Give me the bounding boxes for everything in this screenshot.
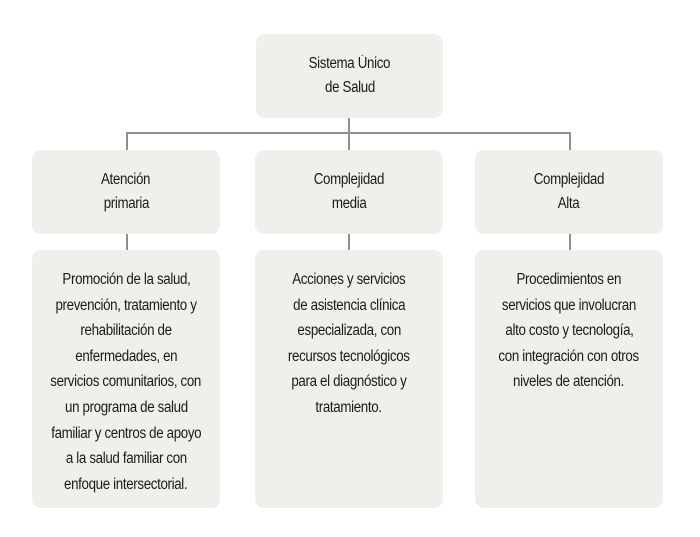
description-line: rehabilitación de [80,322,172,340]
connector-branch-2-down [348,132,350,150]
description-line: niveles de atención. [513,373,625,391]
branch-title-line: primaria [103,195,149,212]
description-line: recursos tecnológicos [288,347,410,365]
description-line: alto costo y tecnología, [504,322,634,340]
connector-branch-1-down [126,132,128,150]
description-line: familiar y centros de apoyo [50,424,202,442]
connector-branch-3-down [569,132,571,150]
branch-node-complejidad-media [255,150,443,234]
description-line: servicios comunitarios, con [50,373,202,391]
description-line: para el diagnóstico y [291,373,407,391]
connector-branch-3-desc [569,234,571,250]
description-line: de asistencia clínica [292,296,406,314]
branch-title-line: Alta [558,195,580,212]
description-line: Acciones y servicios [292,271,406,288]
description-line: un programa de salud [64,398,188,416]
description-line: enfermedades, en [75,347,177,365]
branch-title-line: media [331,195,367,212]
root-node-line: Sistema Único [308,55,391,72]
branch-title-line: Complejidad [313,171,385,188]
description-line: prevención, tratamiento y [55,296,197,314]
description-atencion-primaria [32,250,220,508]
description-line: Procedimientos en [516,271,622,288]
description-line: especializada, con [297,322,401,340]
description-complejidad-alta [475,250,663,508]
root-node-sistema-unico-de-salud [256,34,443,118]
connector-branch-2-desc [348,234,350,250]
description-line: enfoque intersectorial. [64,475,188,493]
description-line: a la salud familiar con [65,450,187,468]
branch-title-line: Complejidad [533,171,605,188]
branch-node-atencion-primaria [32,150,220,234]
description-line: Promoción de la salud, [61,271,191,288]
description-line: servicios que involucran [501,296,636,314]
branch-title-line: Atención [101,171,151,188]
description-line: tratamiento. [315,398,383,416]
description-complejidad-media [255,250,443,508]
connector-branch-1-desc [126,234,128,250]
branch-node-complejidad-alta [475,150,663,234]
root-node-line: de Salud [324,79,375,96]
description-line: con integración con otros [498,347,640,365]
